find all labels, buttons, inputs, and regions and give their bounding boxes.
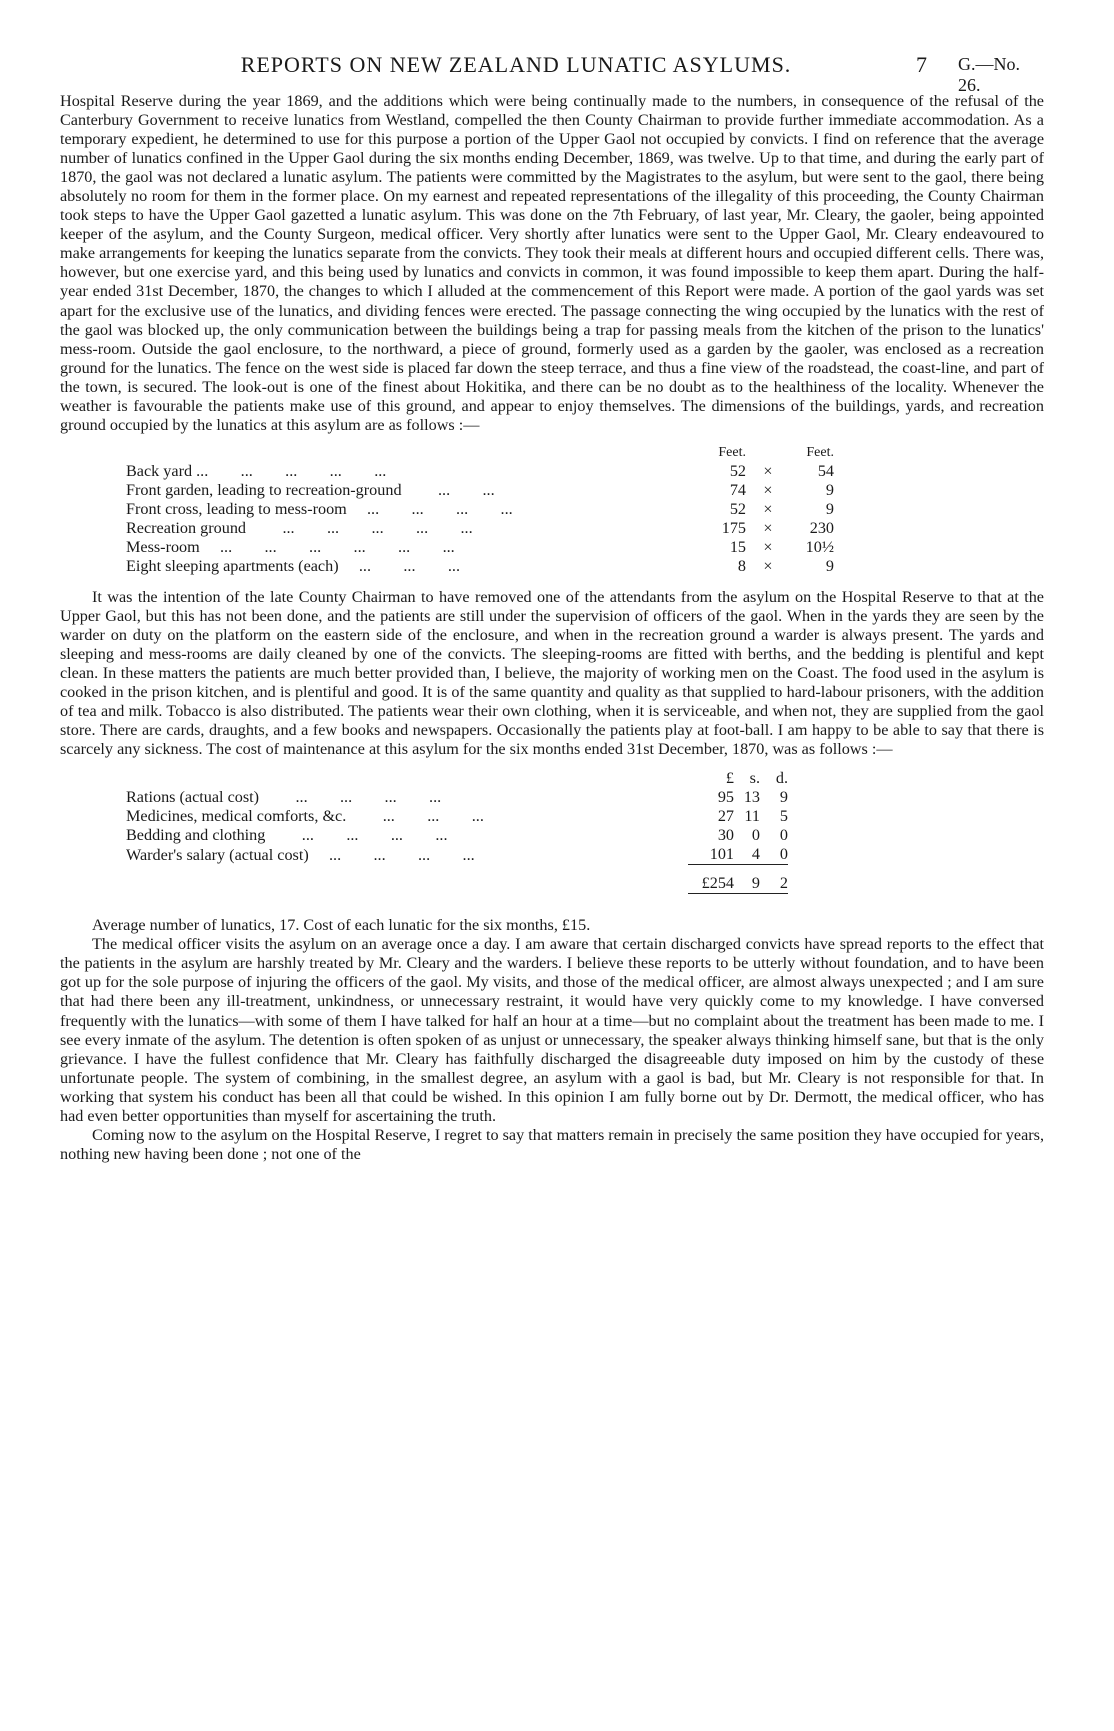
total-row bbox=[126, 865, 788, 894]
dot-leader: ... ... ... ... ... bbox=[250, 518, 473, 537]
length-cell: 52 bbox=[729, 499, 746, 518]
dot-leader: ... ... ... ... bbox=[263, 788, 442, 807]
length-cell: 15 bbox=[729, 537, 746, 556]
shillings-cell: 13 bbox=[743, 788, 760, 807]
width-cell: 230 bbox=[809, 518, 834, 537]
times-sign: × bbox=[763, 518, 773, 537]
dot-leader: ... ... ... ... ... bbox=[196, 461, 387, 480]
table-row bbox=[126, 845, 788, 865]
table-row bbox=[126, 557, 834, 576]
pounds-cell: 30 bbox=[717, 826, 734, 845]
pounds-column-heading: £ bbox=[725, 769, 734, 788]
dot-leader: ... ... ... bbox=[350, 807, 484, 826]
row-label: Medicines, medical comforts, &c. bbox=[126, 807, 347, 826]
times-sign: × bbox=[763, 461, 773, 480]
costs-header-row bbox=[126, 769, 788, 788]
width-cell: 9 bbox=[825, 480, 834, 499]
row-label: Front cross, leading to mess-room bbox=[126, 499, 347, 518]
table-row bbox=[126, 538, 834, 557]
dimensions-header-row bbox=[126, 443, 834, 462]
times-sign: × bbox=[763, 556, 773, 575]
pence-column-heading: d. bbox=[775, 769, 788, 788]
pounds-cell: 101 bbox=[709, 845, 734, 864]
shillings-cell: 4 bbox=[751, 845, 760, 864]
table-row bbox=[126, 481, 834, 500]
width-cell: 54 bbox=[817, 461, 834, 480]
row-label: Eight sleeping apartments (each) bbox=[126, 556, 339, 575]
row-label: Bedding and clothing bbox=[126, 826, 266, 845]
row-label: Front garden, leading to recreation-ground bbox=[126, 480, 402, 499]
paragraph-hospital-reserve: Hospital Reserve during the year 1869, and the additions which were being continually made to the numbers, in consequence of the refusal of the Canterbury Government to receive lunatics from Westland, compelled the then County Chairman to provide further immediate accommodation. As a temporary expedient, he determined to use for this purpose a portion of the Upper Gaol not occupied by convicts. I find on reference that the average number of lunatics confined in the Upper Gaol during the six months ending December, 1869, was twelve. Up to that time, and during the early part of 1870, the gaol was not declared a lunatic asylum. The patients were committed by the Magistrates to the asylum, but were sent to the gaol, there being absolutely no room for them in the former place. On my earnest and repeated representations of the illegality of this proceeding, the County Chairman took steps to have the Upper Gaol gazetted a lunatic asylum. This was done on the 7th February, of last year, Mr. Cleary, the gaoler, being appointed keeper of the asylum, and the County Surgeon, medical officer. Very shortly after lunatics were sent to the Upper Gaol, Mr. Cleary endeavoured to make arrangements for keeping the lunatics separate from the convicts. They took their meals at different hours and occupied different cells. There was, however, but one exercise yard, and this being used by lunatics and convicts in common, it was found impossible to keep them apart. During the half-year ended 31st December, 1870, the changes to which I alluded at the commencement of this Report were made. A portion of the gaol yards was set apart for the exclusive use of the lunatics, and dividing fences were erected. The passage connecting the wing occupied by the lunatics with the rest of the gaol was blocked up, the only communication between the buildings being a trap for passing meals from the kitchen of the prison to the lunatics' mess-room. Outside the gaol enclosure, to the northward, a piece of ground, formerly used as a garden by the gaoler, was enclosed as a recreation ground for the lunatics. The fence on the west side is placed far down the steep terrace, and thus a fine view of the roadstead, the coast-line, and part of the town, is secured. The look-out is one of the finest about Hokitika, and there can be no doubt as to the healthiness of the locality. Whenever the weather is favourable the patients make use of this ground, and appear to enjoy themselves. The dimensions of the buildings, yards, and recreation ground occupied by the lunatics at this asylum are as follows :— bbox=[60, 92, 1044, 434]
width-cell: 9 bbox=[825, 499, 834, 518]
width-cell: 10½ bbox=[805, 537, 834, 556]
document-reference: G.—No. 26. bbox=[958, 54, 1020, 95]
pence-cell: 0 bbox=[779, 826, 788, 845]
pence-cell: 9 bbox=[779, 788, 788, 807]
total-pence: 2 bbox=[760, 865, 788, 894]
row-label: Back yard bbox=[126, 461, 193, 480]
unit-feet-a: Feet. bbox=[718, 444, 746, 460]
dot-leader: ... ... ... ... bbox=[350, 499, 513, 518]
table-row bbox=[126, 807, 788, 826]
paragraph-hospital-reserve-asylum: Coming now to the asylum on the Hospital Reserve, I regret to say that matters remain in precisely the same position they have occupied for years, nothing new having been done ; not one of the bbox=[60, 1125, 1044, 1163]
times-sign: × bbox=[763, 480, 773, 499]
total-pounds: £254 bbox=[688, 865, 734, 894]
table-row bbox=[126, 519, 834, 538]
length-cell: 52 bbox=[729, 461, 746, 480]
page-number: 7 bbox=[916, 52, 927, 77]
dot-leader: ... ... ... ... bbox=[312, 845, 475, 864]
total-shillings: 9 bbox=[734, 865, 760, 894]
table-row bbox=[126, 500, 834, 519]
length-cell: 74 bbox=[729, 480, 746, 499]
length-cell: 8 bbox=[737, 556, 746, 575]
running-title: REPORTS ON NEW ZEALAND LUNATIC ASYLUMS. bbox=[240, 52, 792, 77]
dot-leader: ... ... bbox=[405, 480, 495, 499]
dot-leader: ... ... ... ... bbox=[269, 826, 448, 845]
document-page bbox=[60, 52, 1044, 1164]
length-cell: 175 bbox=[721, 518, 746, 537]
row-label: Rations (actual cost) bbox=[126, 788, 260, 807]
page-header bbox=[60, 52, 1044, 95]
shillings-cell: 11 bbox=[744, 807, 760, 826]
shillings-column-heading: s. bbox=[749, 769, 760, 788]
costs-table bbox=[126, 769, 788, 894]
dot-leader: ... ... ... ... ... ... bbox=[203, 537, 455, 556]
unit-feet-b: Feet. bbox=[806, 444, 834, 460]
paragraph-average-cost: Average number of lunatics, 17. Cost of each lunatic for the six months, £15. bbox=[92, 916, 591, 935]
times-sign: × bbox=[763, 499, 773, 518]
pence-cell: 0 bbox=[779, 845, 788, 864]
table-row bbox=[126, 788, 788, 807]
dimensions-table bbox=[126, 443, 834, 576]
row-label: Warder's salary (actual cost) bbox=[126, 845, 309, 864]
pence-cell: 5 bbox=[779, 807, 788, 826]
table-row bbox=[126, 462, 834, 481]
paragraph-medical-officer: The medical officer visits the asylum on an average once a day. I am aware that certain discharged convicts have spread reports to the effect that the patients in the asylum are harshly treated by Mr. Cleary and the warders. I believe these reports to be utterly without foundation, and to have been got up for the sole purpose of injuring the officers of the gaol. My visits, and those of the medical officer, are almost always unexpected ; and I am sure that had there been any ill-treatment, unkindness, or unnecessary restraint, it would have very quickly come to my knowledge. I have conversed frequently with the lunatics—with some of them I have talked for half an hour at a time—but no complaint about the treatment has been made to me. I see every inmate of the asylum. The detention is often spoken of as unjust or unnecessary, the speaker always thinking himself sane, but that is the only grievance. I have the fullest confidence that Mr. Cleary has faithfully discharged the disagreeable duty imposed on him by the custody of these unfortunate people. The system of combining, in the smallest degree, an asylum with a gaol is bad, but Mr. Cleary is not responsible for that. In working that system his conduct has been all that could be wished. In this opinion I am fully borne out by Dr. Dermott, the medical officer, who has had even better opportunities than myself for ascertaining the truth. bbox=[60, 935, 1044, 1125]
dot-leader: ... ... ... bbox=[342, 556, 461, 575]
width-cell: 9 bbox=[825, 556, 834, 575]
row-label: Mess-room bbox=[126, 537, 200, 556]
row-label: Recreation ground bbox=[126, 518, 247, 537]
pounds-cell: 95 bbox=[717, 788, 734, 807]
table-row bbox=[126, 826, 788, 845]
times-sign: × bbox=[763, 537, 773, 556]
paragraph-attendants: It was the intention of the late County Chairman to have removed one of the attendants from the asylum on the Hospital Reserve to that at the Upper Gaol, but this has not been done, and the patients are still under the supervision of officers of the gaol. When in the yards they are seen by the warder on duty on the platform on the eastern side of the enclosure, and when in the recreation ground a warder is always present. The yards and sleeping and mess-rooms are daily cleaned by one of the convicts. The sleeping-rooms are fitted with berths, and the bedding is plentiful and kept clean. In these matters the patients are much better provided than, I believe, the majority of working men on the Coast. The food used in the asylum is cooked in the prison kitchen, and is plentiful and good. It is of the same quantity and quality as that supplied to hard-labour prisoners, with the addition of tea and milk. Tobacco is also distributed. The patients wear their own clothing, when it is serviceable, and when not, they are supplied from the gaol store. There are cards, draughts, and a few books and newspapers. Occasionally the patients play at foot-ball. I am happy to be able to say that there is scarcely any sickness. The cost of maintenance at this asylum for the six months ended 31st December, 1870, was as follows :— bbox=[60, 587, 1044, 759]
pounds-cell: 27 bbox=[717, 807, 734, 826]
shillings-cell: 0 bbox=[751, 826, 760, 845]
